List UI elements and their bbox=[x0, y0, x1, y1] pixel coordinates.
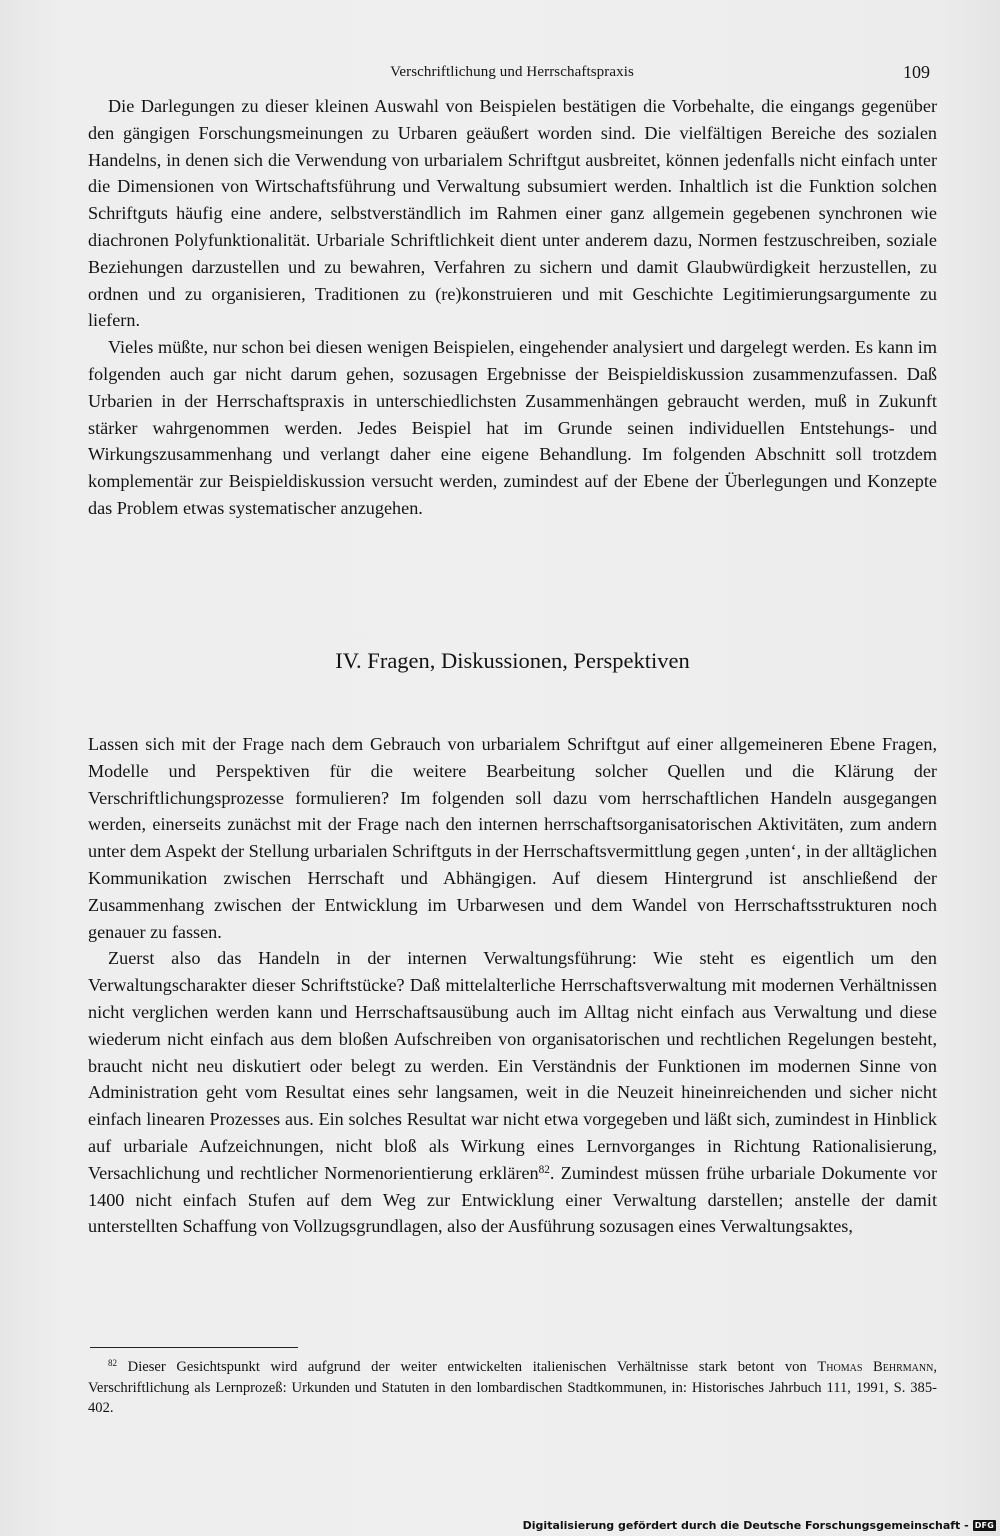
text-block-intro bbox=[88, 93, 937, 522]
paragraph: Lassen sich mit der Frage nach dem Gebrauch von urbarialem Schriftgut auf einer allgemeineren Ebene Fragen, Modelle und Perspektiven für die weitere Bearbeitung solcher Quellen und die Klärung der Verschriftlichungsprozesse formulieren? Im folgenden soll dazu vom herrschaftlichen Handeln ausgegangen werden, einerseits zunächst mit der Frage nach den internen herrschaftsorganisatorischen Aktivitäten, zum andern unter dem Aspekt der Stellung urbarialen Schriftguts in der Herrschaftsvermittlung gegen ‚unten‘, in der alltäglichen Kommunikation zwischen Herrschaft und Abhängigen. Auf diesem Hintergrund ist anschließend der Zusammenhang zwischen der Entwicklung im Urbarwesen und dem Wandel von Herrschaftsstrukturen noch genauer zu fassen. bbox=[88, 734, 938, 942]
footnote-number: 82 bbox=[108, 1358, 118, 1369]
footnote-reference[interactable]: 82 bbox=[538, 1163, 550, 1176]
page-number: 109 bbox=[903, 62, 930, 82]
paragraph: Die Darlegungen zu dieser kleinen Auswahl von Beispielen bestätigen die Vorbehalte, die eingangs gegenüber den gängigen Forschungsmeinungen zu Urbaren geäußert worden sind. Die vielfältigen Bereiche des sozialen Handelns, in denen sich die Verwendung von urbarialem Schriftgut ausbreitet, können jedenfalls nicht einfach unter die Dimensionen von Wirtschaftsführung und Verwaltung subsumiert werden. Inhaltlich ist die Funktion solchen Schriftguts häufig eine andere, selbstverständlich im Rahmen einer ganz allgemein gegebenen synchronen wie diachronen Polyfunktionalität. Urbariale Schriftlichkeit dient unter anderem dazu, Normen festzuschreiben, soziale Beziehungen darzustellen und zu bewahren, Verfahren zu sichern und damit Glaubwürdigkeit herzustellen, zu ordnen und zu organisieren, Traditionen zu (re)konstruieren und mit Geschichte Legitimierungsargumente zu liefern. bbox=[88, 96, 937, 331]
section-heading: IV. Fragen, Diskussionen, Perspektiven bbox=[335, 648, 690, 673]
footnote-divider bbox=[90, 1347, 298, 1348]
text-block-section-iv bbox=[88, 731, 937, 1240]
dfg-logo-icon: DFG bbox=[974, 1521, 994, 1530]
paragraph-text: . Zumindest müssen frühe urbariale Dokumente vor 1400 nicht einfach Stufen auf dem Weg zur Entwicklung einer Verwaltung darstellen; anstelle der damit unterstellten Schaffung von Vollzugsgrundlagen, also der Ausführung sozusagen eines Verwaltungsaktes, bbox=[88, 1162, 938, 1237]
paragraph bbox=[88, 945, 937, 1240]
running-title: Verschriftlichung und Herrschaftspraxis bbox=[390, 64, 634, 80]
digitization-credit: Digitalisierung gefördert durch die Deutsche Forschungsgemeinschaft - bbox=[522, 1519, 969, 1532]
paragraph: Vieles müßte, nur schon bei diesen wenigen Beispielen, eingehender analysiert und dargelegt werden. Es kann im folgenden auch gar nicht darum gehen, sozusagen Ergebnisse der Beispieldiskussion zusammenzufassen. Daß Urbarien in der Herrschaftspraxis in unterschiedlichsten Zusammenhängen gebraucht werden, muß in Zukunft stärker wahrgenommen werden. Jedes Beispiel hat im Grunde seinen individuellen Entstehungs- und Wirkungszusammenhang und verlangt daher eine eigene Behandlung. Im folgenden Abschnitt soll trotzdem komplementär zur Beispieldiskussion versucht werden, zumindest auf der Ebene der Überlegungen und Konzepte das Problem etwas systematischer anzugehen. bbox=[88, 337, 937, 518]
footnote-text: Dieser Gesichtspunkt wird aufgrund der weiter entwickelten italienischen Verhältnisse stark betont von bbox=[117, 1359, 818, 1375]
digitization-banner bbox=[523, 1519, 996, 1532]
footnote-author: Thomas Behrmann bbox=[817, 1359, 934, 1375]
footnote-text: , Verschriftlichung als Lernprozeß: Urkunden und Statuten in den lombardischen Stadtkommunen, in: Historisches Jahrbuch 111, 1991, S. 385-402. bbox=[88, 1359, 937, 1417]
footnotes bbox=[88, 1357, 937, 1419]
running-head bbox=[88, 64, 936, 88]
paragraph-text: Zuerst also das Handeln in der internen Verwaltungsführung: Wie steht es eigentlich um den Verwaltungscharakter dieser Schriftstücke? Daß mittelalterliche Herrschaftsverwaltung mit modernen Verhältnissen nicht verglichen werden kann und Herrschaftsausübung auch im Alltag nicht einfach aus Verwaltung und diese wiederum nicht einfach aus dem bloßen Aufschreiben von organisatorischen und rechtlichen Regelungen besteht, braucht nicht neu diskutiert oder belegt zu werden. Ein Verständnis der Funktionen im modernen Sinne von Administration geht vom Resultat eines sehr langsamen, weit in die Neuzeit hineinreichenden und sicher nicht einfach linearen Prozesses aus. Ein solches Resultat war nicht etwa vorgegeben und läßt sich, zumindest in Hinblick auf urbariale Aufzeichnungen, nicht bloß als Wirkung eines Lernvorganges in Richtung Rationalisierung, Versachlichung und rechtlicher Normenorientierung erklären bbox=[88, 948, 937, 1183]
footnote bbox=[88, 1357, 937, 1419]
